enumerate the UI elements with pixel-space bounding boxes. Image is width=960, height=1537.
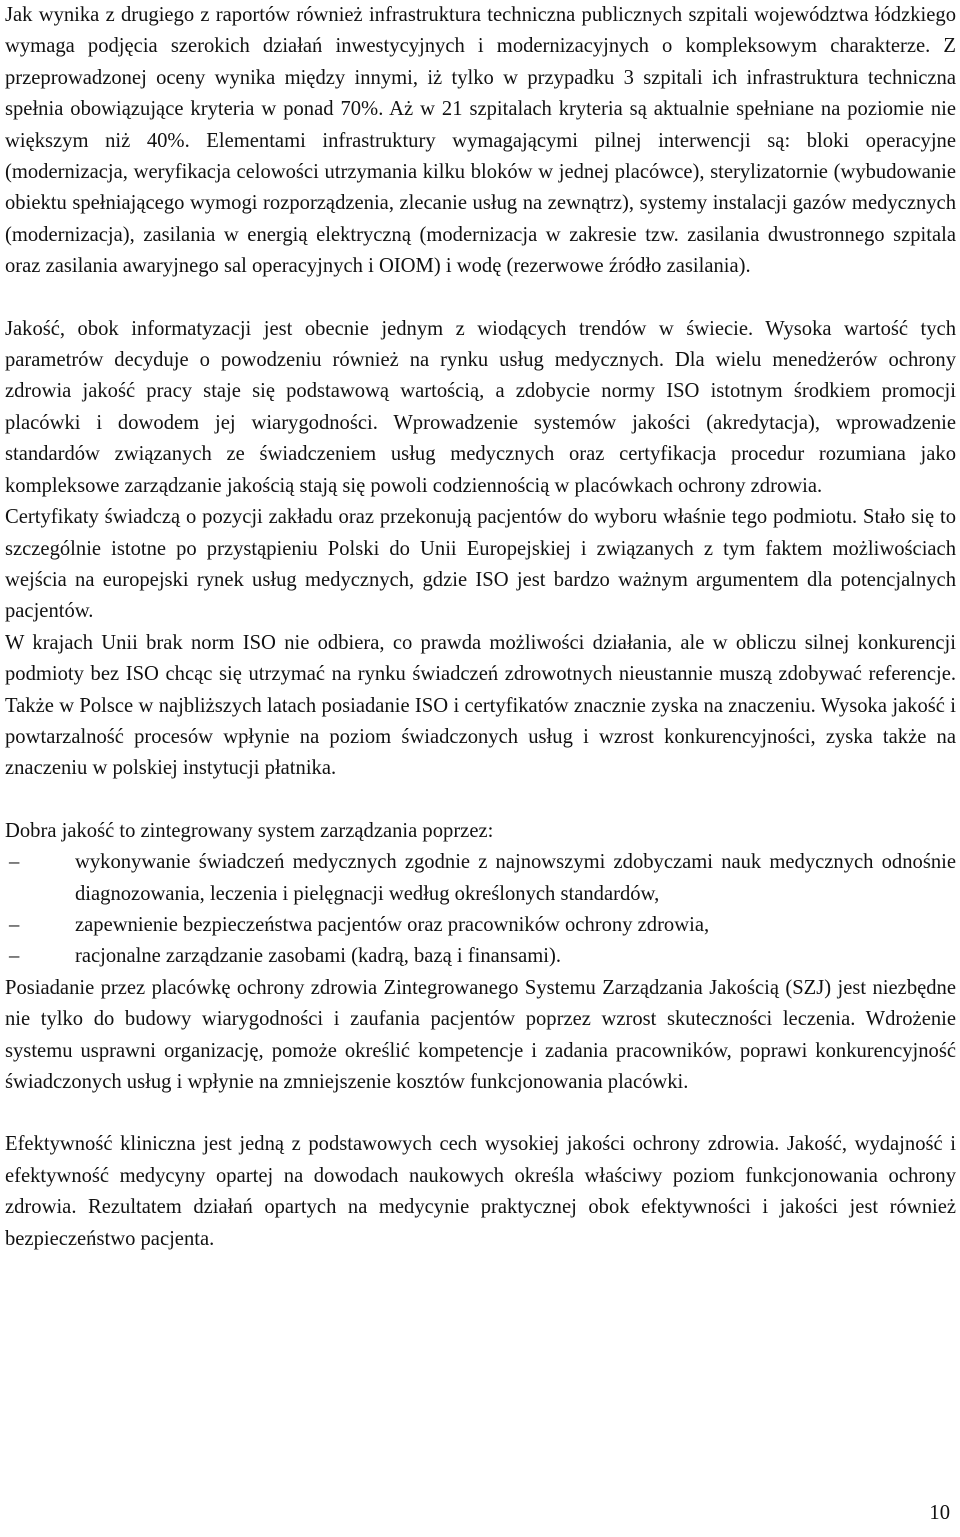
dash-bullet-icon: – — [9, 945, 20, 968]
paragraph-certificates: Certyfikaty świadczą o pozycji zakładu oraz przekonują pacjentów do wyboru właśnie tego podmiotu. Stało się to szczególnie istotne po przystąpieniu Polski do Unii Europejskiej i związanych z tym faktem możliwościach wejścia na europejski rynek usług medycznych, gdzie ISO jest bardzo ważnym argumentem dla potencjalnych pacjentów. — [5, 506, 956, 623]
dash-bullet-icon: – — [9, 851, 20, 874]
list-item — [5, 847, 956, 910]
list-item — [5, 941, 956, 972]
paragraph-clinical-efficiency: Efektywność kliniczna jest jedną z podstawowych cech wysokiej jakości ochrony zdrowia. Jakość, wydajność i efektywność medycyny opartej na dowodach naukowych określa właściwy poziom funkcjonowania ochrony zdrowia. Rezultatem działań opartych na medycynie praktycznej obok efektywności i jakości jest również bezpieczeństwo pacjenta. — [5, 1133, 956, 1250]
paragraph-gap — [5, 1098, 956, 1129]
document-page — [5, 0, 956, 1255]
dash-bullet-icon: – — [9, 913, 20, 936]
list-intro: Dobra jakość to zintegrowany system zarządzania poprzez: — [5, 819, 494, 842]
page-number: 10 — [929, 1502, 950, 1524]
list-item-text: zapewnienie bezpieczeństwa pacjentów oraz pracowników ochrony zdrowia, — [75, 913, 710, 936]
list-item — [5, 910, 956, 941]
paragraph-gap — [5, 283, 956, 314]
paragraph-infrastructure: Jak wynika z drugiego z raportów również infrastruktura techniczna publicznych szpitali województwa łódzkiego wymaga podjęcia szerokich działań inwestycyjnych i modernizacyjnych o kompleksowym charakterze. Z przeprowadzonej oceny wynika między innymi, iż tylko w przypadku 3 szpitali ich infrastruktura techniczna spełnia obowiązujące kryteria w ponad 70%. Aż w 21 szpitalach kryteria są aktualnie spełniane na poziomie nie większym niż 40%. Elementami infrastruktury wymagającymi pilnej interwencji są: bloki operacyjne (modernizacja, weryfikacja celowości utrzymania kilku bloków w jednej placówce), sterylizatornie (wybudowanie obiektu spełniającego wymogi rozporządzenia, zlecanie usług na zewnątrz), systemy instalacji gazów medycznych (modernizacja), zasilania w energią elektryczną (modernizacja w zakresie tzw. zasilania dwustronnego szpitala oraz zasilania awaryjnego sal operacyjnych i OIOM) i wodę (rezerwowe źródło zasilania). — [5, 4, 956, 278]
quality-list — [5, 847, 956, 973]
paragraph-eu-iso: W krajach Unii brak norm ISO nie odbiera, co prawda możliwości działania, ale w obliczu silnej konkurencji podmioty bez ISO chcąc się utrzymać na rynku świadczeń zdrowotnych nieustannie muszą zdobywać referencje. Także w Polsce w najbliższych latach posiadanie ISO i certyfikatów znacznie zyska na znaczeniu. Wysoka jakość i powtarzalność procesów wpłynie na poziom świadczonych usług i wzrost konkurencyjności, zyska także na znaczeniu w polskiej instytucji płatnika. — [5, 631, 956, 780]
list-item-text: wykonywanie świadczeń medycznych zgodnie z najnowszymi zdobyczami nauk medycznych odnośnie diagnozowania, leczenia i pielęgnacji według określonych standardów, — [75, 851, 956, 905]
paragraph-quality-trends: Jakość, obok informatyzacji jest obecnie jednym z wiodących trendów w świecie. Wysoka wartość tych parametrów decyduje o powodzeniu również na rynku usług medycznych. Dla wielu menedżerów ochrony zdrowia jakość pracy staje się podstawową wartością, a zdobycie normy ISO istotnym środkiem promocji placówki i dowodem jej wiarygodności. Wprowadzenie systemów jakości (akredytacja), wprowadzenie standardów związanych ze świadczeniem usług medycznych oraz certyfikacja procedur rozumiana jako kompleksowe zarządzanie jakością stają się powoli codziennością w placówkach ochrony zdrowia. — [5, 317, 956, 497]
paragraph-gap — [5, 785, 956, 816]
list-item-text: racjonalne zarządzanie zasobami (kadrą, bazą i finansami). — [75, 945, 561, 968]
paragraph-szj: Posiadanie przez placówkę ochrony zdrowia Zintegrowanego Systemu Zarządzania Jakością (SZJ) jest niezbędne nie tylko do budowy wiarygodności i zaufania pacjentów poprzez wzrost skuteczności leczenia. Wdrożenie systemu usprawni organizację, pomoże określić kompetencje i zadania pracowników, poprawi konkurencyjność świadczonych usług i wpłynie na zmniejszenie kosztów funkcjonowania placówki. — [5, 976, 956, 1093]
